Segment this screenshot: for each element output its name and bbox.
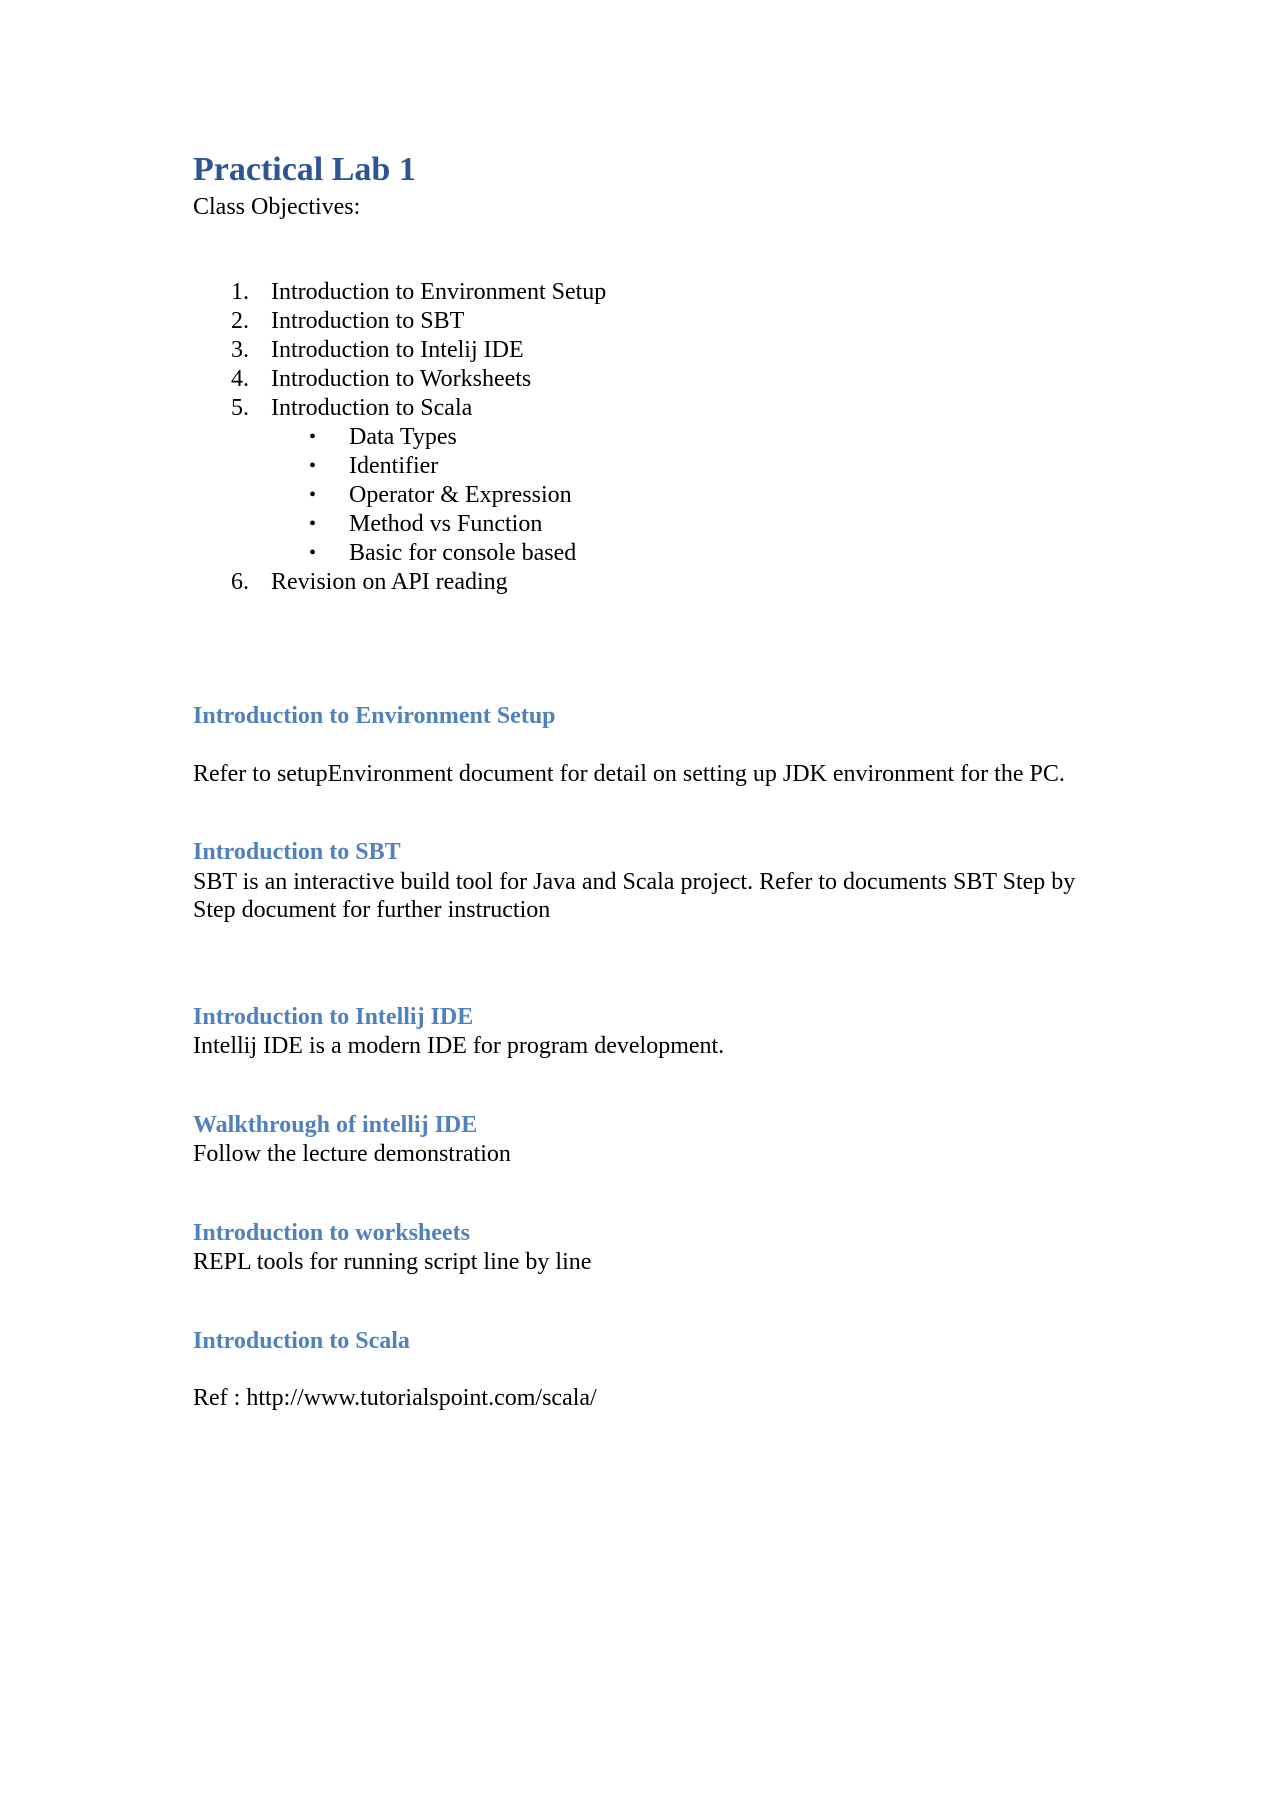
bullet-icon: • — [309, 484, 317, 506]
section-body-worksheets: REPL tools for running script line by line — [193, 1249, 592, 1275]
class-objectives-label: Class Objectives: — [193, 194, 361, 220]
page-title: Practical Lab 1 — [193, 151, 416, 188]
section-heading-scala: Introduction to Scala — [193, 1328, 410, 1354]
scala-topic-text: Basic for console based — [349, 540, 577, 566]
scala-topic-text: Method vs Function — [349, 511, 543, 537]
objective-number: 1. — [231, 279, 249, 305]
objective-number: 5. — [231, 395, 249, 421]
bullet-icon: • — [309, 455, 317, 477]
objective-text: Introduction to Intelij IDE — [271, 337, 524, 363]
section-body-scala-reference: Ref : http://www.tutorialspoint.com/scala/ — [193, 1385, 597, 1411]
objective-number: 2. — [231, 308, 249, 334]
section-body-environment-setup: Refer to setupEnvironment document for detail on setting up JDK environment for the PC. — [193, 761, 1065, 787]
bullet-icon: • — [309, 542, 317, 564]
objective-text: Introduction to Scala — [271, 395, 473, 421]
section-body-sbt: SBT is an interactive build tool for Java and Scala project. Refer to documents SBT Step by Step document for further instruction — [193, 869, 1076, 923]
scala-topic-text: Identifier — [349, 453, 439, 479]
objective-text: Introduction to Environment Setup — [271, 279, 607, 305]
bullet-icon: • — [309, 513, 317, 535]
objective-text: Revision on API reading — [271, 569, 508, 595]
section-heading-sbt: Introduction to SBT — [193, 839, 401, 865]
section-body-intellij-ide: Intellij IDE is a modern IDE for program development. — [193, 1033, 725, 1059]
section-body-walkthrough: Follow the lecture demonstration — [193, 1141, 511, 1167]
section-heading-environment-setup: Introduction to Environment Setup — [193, 703, 556, 729]
scala-topic-text: Operator & Expression — [349, 482, 572, 508]
objective-number: 4. — [231, 366, 249, 392]
objective-text: Introduction to SBT — [271, 308, 465, 334]
scala-topic-text: Data Types — [349, 424, 457, 450]
section-heading-walkthrough: Walkthrough of intellij IDE — [193, 1112, 478, 1138]
bullet-icon: • — [309, 426, 317, 448]
section-heading-worksheets: Introduction to worksheets — [193, 1220, 470, 1246]
objective-number: 3. — [231, 337, 249, 363]
objective-number: 6. — [231, 569, 249, 595]
section-heading-intellij-ide: Introduction to Intellij IDE — [193, 1004, 474, 1030]
objective-text: Introduction to Worksheets — [271, 366, 532, 392]
